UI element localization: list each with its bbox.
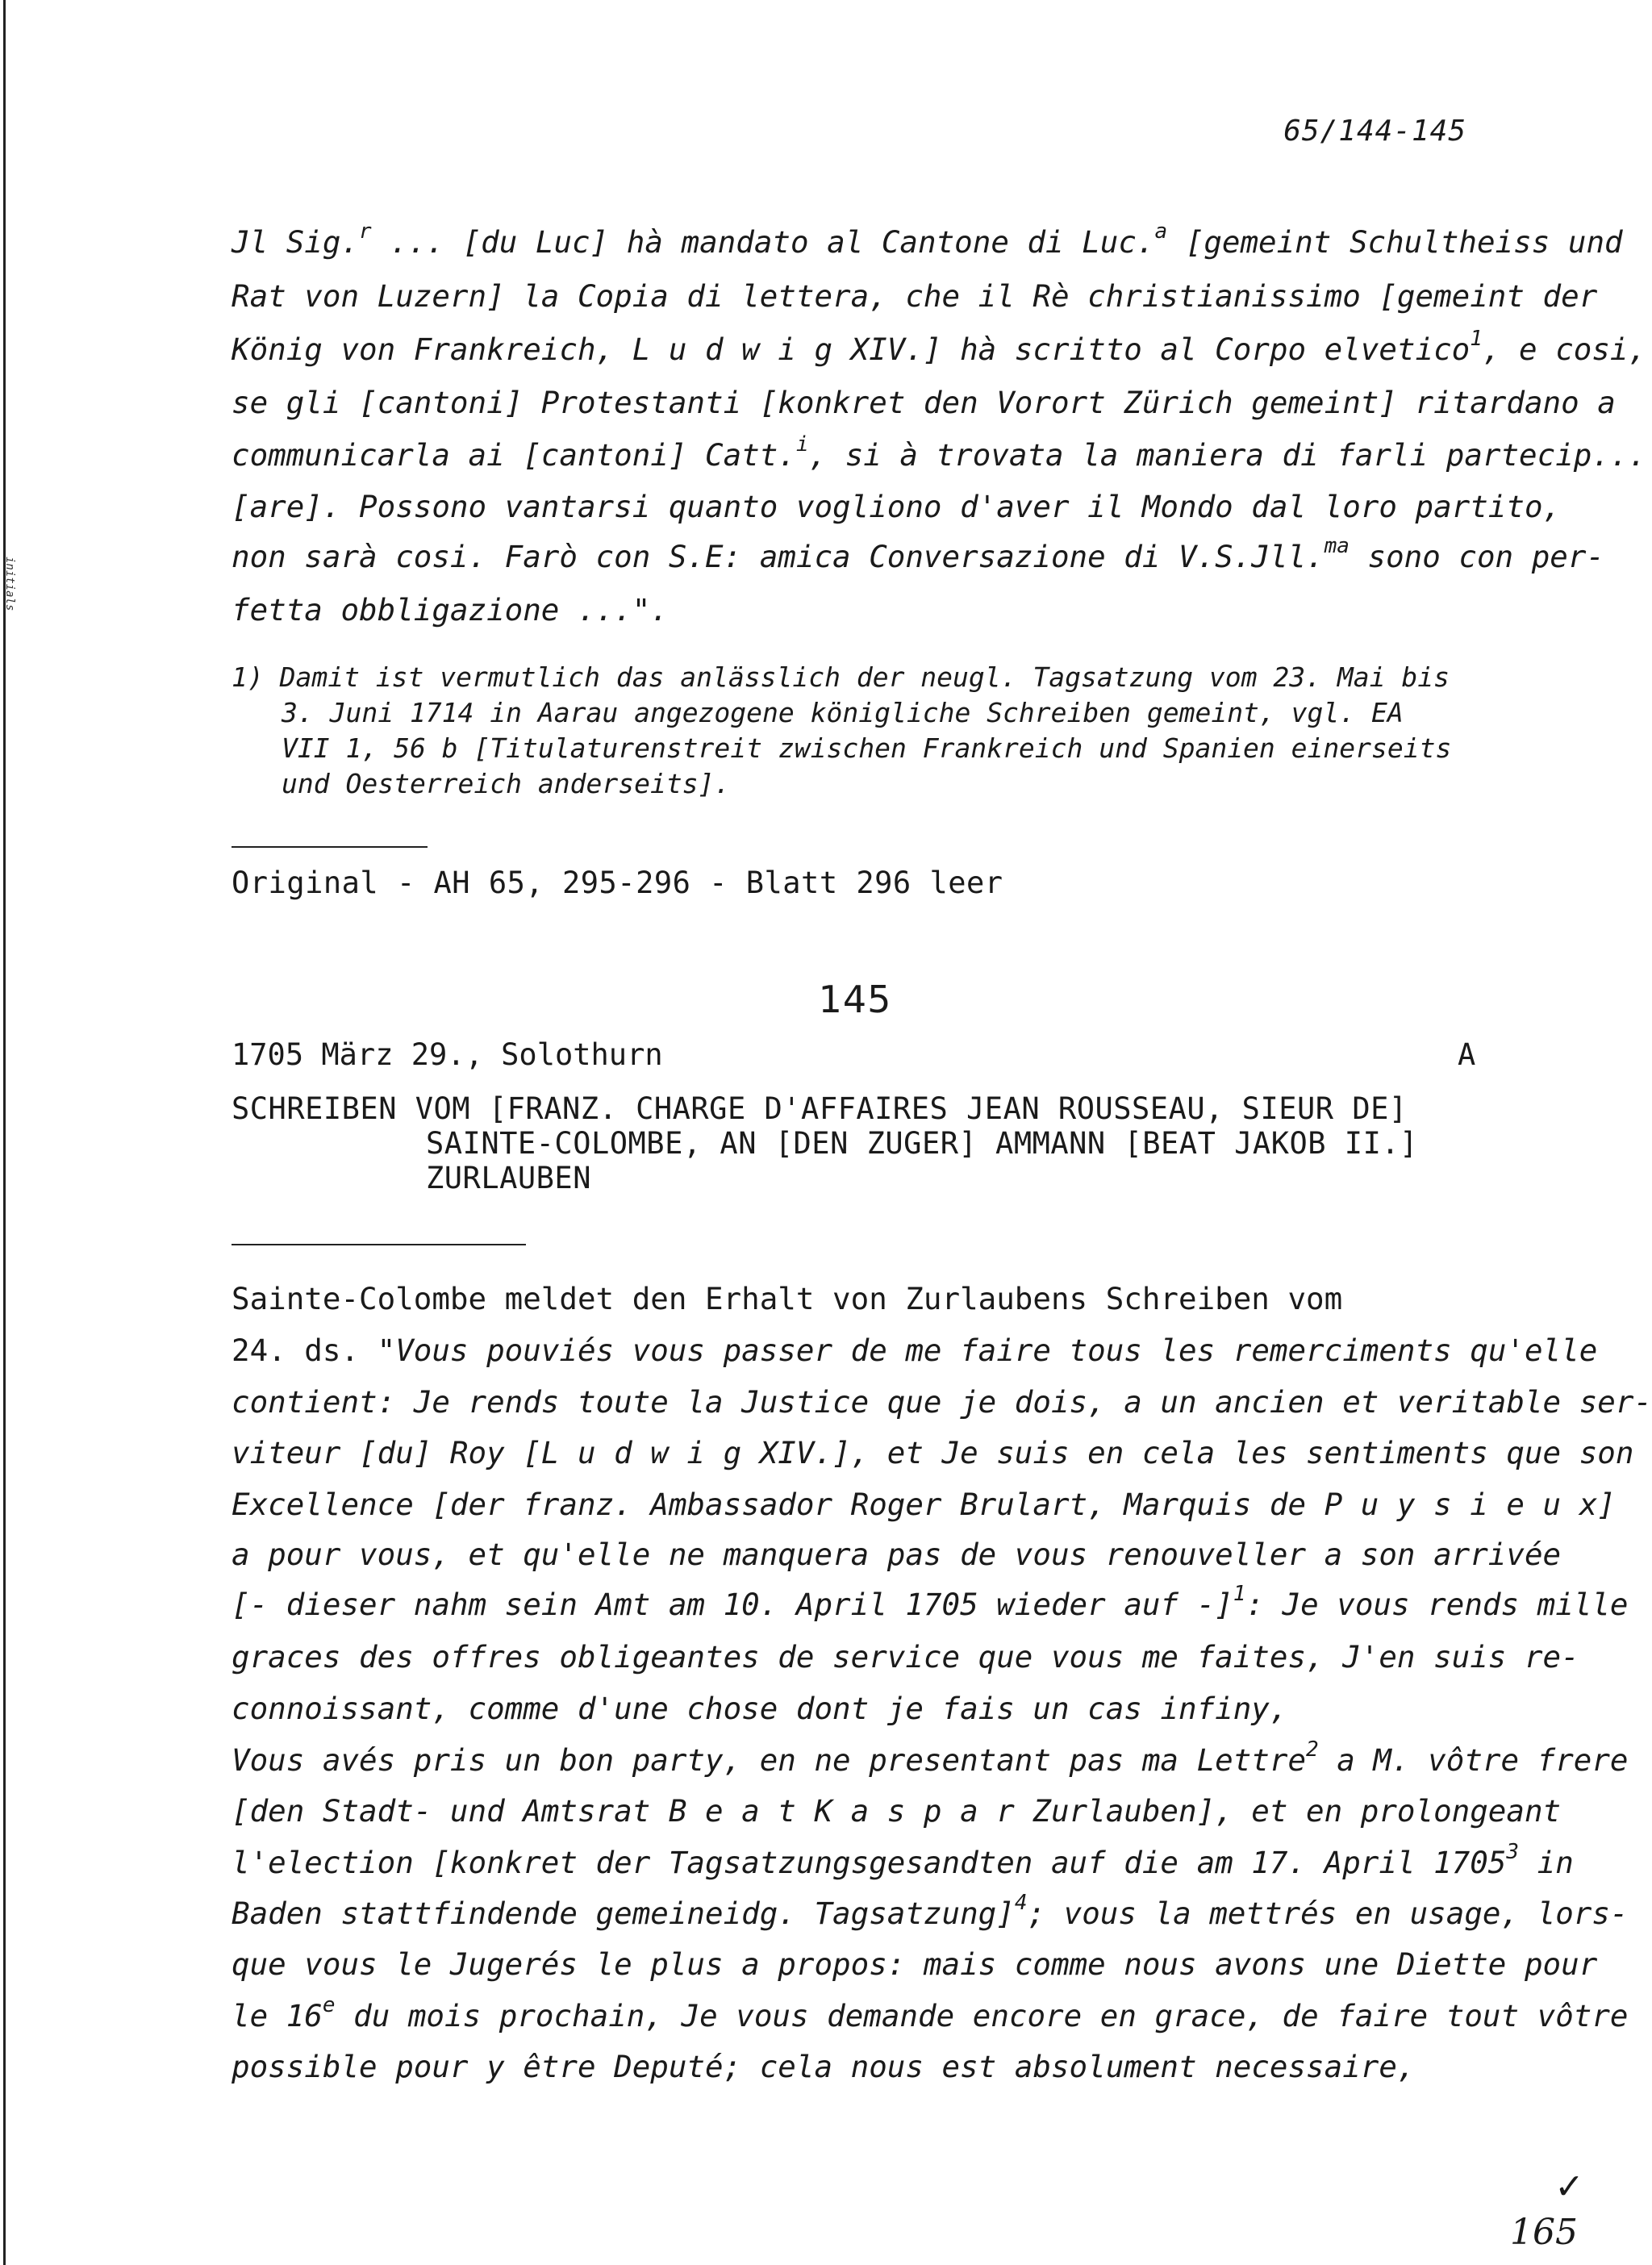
quote-line-8: fetta obbligazione ...". bbox=[232, 592, 669, 628]
quote-line-7: non sarà cosi. Farò con S.E: amica Conversazione di V.S.Jll.$^{ma}$ sono con per- bbox=[232, 534, 1605, 574]
body-line-10: Vous avés pris un bon party, en ne presentant pas ma Lettre$^2$ a M. vôtre frere bbox=[232, 1737, 1629, 1778]
body-line-15: le 16e du mois prochain, Je vous demande encore en grace, de faire tout vôtre bbox=[232, 1993, 1629, 2033]
heading-divider bbox=[232, 1244, 526, 1245]
date-place: 1705 März 29., Solothurn bbox=[232, 1037, 663, 1072]
document-number: 145 bbox=[818, 978, 892, 1021]
quote-line-6: [are]. Possono vantarsi quanto vogliono d'aver il Mondo dal loro partito, bbox=[232, 489, 1562, 524]
body-line-7: [- dieser nahm sein Amt am 10. April 1705 wieder auf -]$^1$: Je vous rends mille bbox=[232, 1582, 1629, 1622]
body-line-12: l'election [konkret der Tagsatzungsgesandten auf die am 17. April 1705$^3$ in bbox=[232, 1840, 1574, 1880]
quote-line-3: König von Frankreich, L u d w i g XIV.] hà scritto al Corpo elvetico$^1$, e cosi, bbox=[232, 327, 1647, 367]
body-line-2: 24. ds. "Vous pouviés vous passer de me faire tous les remerciments qu'elle bbox=[232, 1333, 1598, 1368]
quote-line-2: Rat von Luzern] la Copia di lettera, che il Rè christianissimo [gemeint der bbox=[232, 278, 1598, 314]
body-line-11: [den Stadt- und Amtsrat B e a t K a s p a r Zurlauben], et en prolongeant bbox=[232, 1793, 1562, 1829]
body-line-13: Baden stattfindende gemeineidg. Tagsatzung]$^4$; vous la mettrés en usage, lors- bbox=[232, 1891, 1629, 1931]
heading-line-2: SAINTE-COLOMBE, AN [DEN ZUGER] AMMANN [BEAT JAKOB II.] bbox=[426, 1126, 1418, 1161]
quote-line-1: Jl Sig.$^r$ ... [du Luc] hà mandato al Cantone di Luc.$^a$ [gemeint Schultheiss und bbox=[232, 219, 1623, 260]
section-divider bbox=[232, 846, 428, 848]
page-reference: 65/144-145 bbox=[1283, 115, 1466, 148]
body-line-4: viteur [du] Roy [L u d w i g XIV.], et Je suis en cela les sentiments que son bbox=[232, 1435, 1634, 1470]
body-line-6: a pour vous, et qu'elle ne manquera pas de vous renouveller a son arrivée bbox=[232, 1537, 1562, 1572]
footnote-line-4: und Oesterreich anderseits]. bbox=[282, 768, 731, 799]
heading-line-3: ZURLAUBEN bbox=[426, 1161, 591, 1195]
check-mark-icon: ✓ bbox=[1557, 2162, 1582, 2209]
page-left-edge bbox=[3, 0, 6, 2265]
body-line-8: graces des offres obligeantes de service que vous me faites, J'en suis re- bbox=[232, 1639, 1579, 1675]
footnote-line-3: VII 1, 56 b [Titulaturenstreit zwischen Frankreich und Spanien einerseits bbox=[282, 732, 1452, 764]
footnote-line-2: 3. Juni 1714 in Aarau angezogene königliche Schreiben gemeint, vgl. EA bbox=[282, 697, 1404, 728]
original-source-line: Original - AH 65, 295-296 - Blatt 296 leer bbox=[232, 866, 1003, 900]
footnote-line-1: 1) Damit ist vermutlich das anlässlich der neugl. Tagsatzung vom 23. Mai bis bbox=[232, 661, 1450, 693]
body-line-16: possible pour y être Deputé; cela nous est absolument necessaire, bbox=[232, 2049, 1416, 2084]
body-line-9: connoissant, comme d'une chose dont je fais un cas infiny, bbox=[232, 1691, 1288, 1726]
body-line-3: contient: Je rends toute la Justice que je dois, a un ancien et veritable ser- bbox=[232, 1384, 1652, 1420]
body-line-14: que vous le Jugerés le plus a propos: mais comme nous avons une Diette pour bbox=[232, 1946, 1598, 1982]
margin-handwriting: initials bbox=[3, 557, 16, 611]
body-line-1: Sainte-Colombe meldet den Erhalt von Zurlaubens Schreiben vom bbox=[232, 1281, 1343, 1316]
heading-line-1: SCHREIBEN VOM [FRANZ. CHARGE D'AFFAIRES JEAN ROUSSEAU, SIEUR DE] bbox=[232, 1091, 1408, 1126]
classification-mark: A bbox=[1458, 1037, 1476, 1072]
body-line-5: Excellence [der franz. Ambassador Roger Brulart, Marquis de P u y s i e u x] bbox=[232, 1487, 1616, 1522]
quote-line-5: communicarla ai [cantoni] Catt.$^i$, si à trovata la maniera di farli partecip... bbox=[232, 432, 1647, 473]
quote-line-4: se gli [cantoni] Protestanti [konkret den Vorort Zürich gemeint] ritardano a bbox=[232, 385, 1616, 420]
handwritten-folio-number: 165 bbox=[1510, 2212, 1578, 2253]
